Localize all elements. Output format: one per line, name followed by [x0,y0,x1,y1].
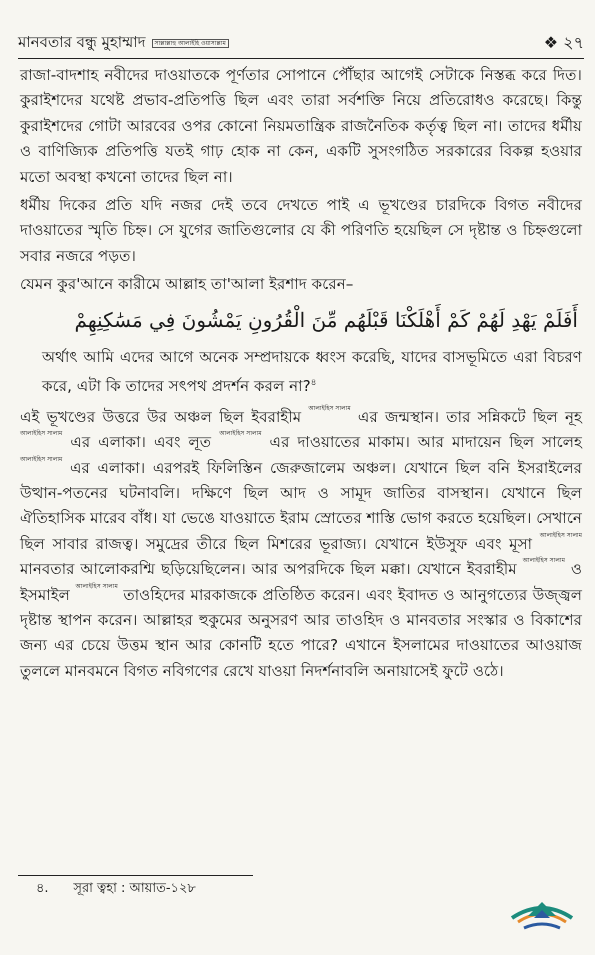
text-run: এই ভূখণ্ডের উত্তরে উর অঞ্চল ছিল ইবরাহীম [20,407,302,426]
running-header [18,30,584,56]
page-number: ❖ ২৭ [543,32,584,52]
footnote-number: ৪. [36,881,49,896]
page-body [20,63,582,687]
verse-translation [42,344,582,399]
paragraph-2: ধর্মীয় দিকের প্রতি যদি নজর দেই তবে দেখতে পাই এ ভূখণ্ডের চারদিকে বিগত নবীদের দাওয়াতের স্মৃতি চিহ্ন। সে যুগের জাতিগুলোর যে কী পরিণতি হয়েছিল সে দৃষ্টান্ত ও চিহ্নগুলো সবার নজরে পড়ত। [20,196,582,265]
honorific-mark: আলাইহিস সালাম [20,455,63,463]
title-honorific: সাল্লাল্লাহু আলাইহি ওয়াসাল্লাম [152,39,229,48]
header-left [18,31,229,56]
footnote-text: সূরা ত্বহা : আয়াত-১২৮ [73,881,196,896]
footnote [36,879,196,900]
text-run: এর এলাকা। এরপরই ফিলিস্তিন জেরুজালেম অঞ্চল। যেখানে ছিল বনি ইসরাইলের উত্থান-পতনের ঘটনাবলি। দক্ষিণে ছিল আদ ও সামূদ জাতির বাসস্থান। যেখানে ছিল ঐতিহাসিক মারেব বাঁধ। যা ভেঙে যাওয়াতে ইরাম স্রোতের শাস্তি ভোগ করতে হয়েছিল। সেখানে ছিল সাবার রাজত্ব। সমুদ্রের তীরে ছিল মিশরের ভূরাজ্য। যেখানে ইউসুফ এবং মূসা [20,458,583,553]
header-rule [18,58,584,59]
honorific-mark: আলাইহিস সালাম [539,531,582,539]
honorific-mark: আলাইহিস সালাম [219,430,262,438]
publisher-logo-icon [508,888,576,932]
footnote-ref: ৪ [310,377,317,388]
translation-text: অর্থাৎ আমি এদের আগে অনেক সম্প্রদায়কে ধ্বংস করেছি, যাদের বাসভূমিতে এরা বিচরণ করে, এটা কি তাদের সৎপথ প্রদর্শন করল না? [42,347,582,395]
honorific-mark: আলাইহিস সালাম [522,557,565,565]
text-run: এর দাওয়াতের মাকাম। আর মাদায়েন ছিল সালেহ [269,433,583,452]
text-run: তাওহিদের মারকাজকে প্রতিষ্ঠিত করেন। এবং ইবাদত ও আনুগত্যের উজ্জ্বল দৃষ্টান্ত স্থাপন করেন। আল্লাহর হুকুমের অনুসরণ আর তাওহিদ ও মানবতার সংস্কার ও বিকাশের জন্য এর চেয়ে উত্তম স্থান আর কোনটি হতে পারে? এখানে ইসলামের দাওয়াতের আওয়াজ তুললে মানবমনে বিগত নবিগণের রেখে যাওয়া নিদর্শনাবলি অনায়াসেই ফুটে ওঠে। [20,585,583,680]
honorific-mark: আলাইহিস সালাম [308,404,351,412]
honorific-mark: আলাইহিস সালাম [75,582,118,590]
honorific-mark: আলাইহিস সালাম [20,430,63,438]
footnote-rule [18,875,253,876]
text-run: এর এলাকা। এবং লূত [70,433,212,452]
book-title: মানবতার বন্ধু মুহাম্মাদ [18,32,146,51]
text-run: মানবতার আলোকরশ্মি ছড়িয়েছিলেন। আর অপরদিকে ছিল মক্কা। যেখানে ইবরাহীম [20,560,517,579]
paragraph-4 [20,405,582,684]
quran-verse: أَفَلَمْ يَهْدِ لَهُمْ كَمْ أَهْلَكْنَا قَبْلَهُم مِّنَ الْقُرُونِ يَمْشُونَ فِي مَسَٰكِنِهِمْ [74,307,578,332]
paragraph-3: যেমন কুর'আনে কারীমে আল্লাহ তা'আলা ইরশাদ করেন– [20,275,354,294]
paragraph-1: রাজা-বাদশাহ নবীদের দাওয়াতকে পূর্ণতার সোপানে পৌঁছার আগেই সেটাকে নিস্তব্ধ করে দিত। কুরাইশদের যথেষ্ট প্রভাব-প্রতিপত্তি ছিল এবং তারা সর্বশক্তি নিয়ে প্রতিরোধও করেছে। কিন্তু কুরাইশদের গোটা আরবের ওপর কোনো নিয়মতান্ত্রিক রাজনৈতিক কর্তৃত্ব ছিল না। তাদের ধর্মীয় ও বাণিজ্যিক প্রতিপত্তি যতই গাঢ় হোক না কেন, একটি সুসংগঠিত সরকারের বিকল্প হওয়ার মতো অবস্থা কখনো তাদের ছিল না। [20,66,582,186]
text-run: ও ইসমাইল [20,560,583,604]
text-run: এর জন্মস্থান। তার সন্নিকটে ছিল নূহ [357,407,583,426]
